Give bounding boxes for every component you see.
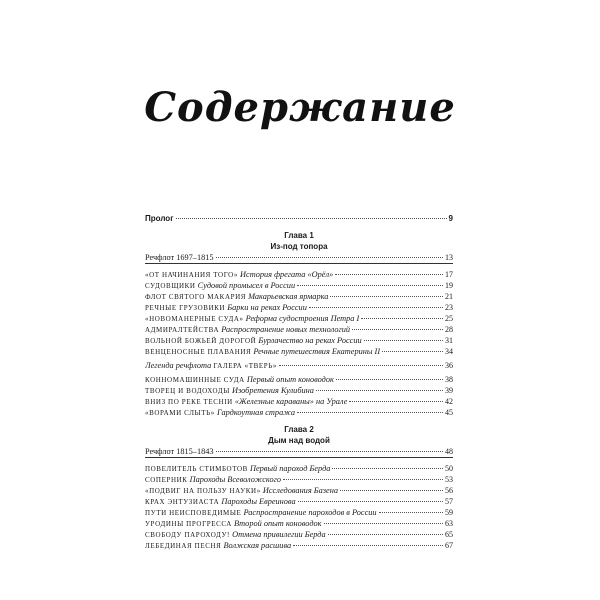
leader-dots <box>176 218 447 219</box>
page-number: 67 <box>445 541 453 550</box>
chapter-number: Глава 1 <box>284 231 314 240</box>
toc-row[interactable] <box>145 518 453 529</box>
toc-label: Легенда речфлота ГАЛЕРА «ТВЕРЬ» <box>145 361 278 370</box>
toc-label: ВЕНЦЕНОСНЫЕ ПЛАВАНИЯ Речные путешествия Екатерины II <box>145 347 381 356</box>
toc-row[interactable] <box>145 407 453 418</box>
page-number: 53 <box>445 475 453 484</box>
toc-row[interactable] <box>145 485 453 496</box>
leader-dots <box>364 340 443 341</box>
page-number: 39 <box>445 386 453 395</box>
leader-dots <box>298 501 443 502</box>
toc-row-prologue[interactable] <box>145 213 453 224</box>
toc-label: «НОВОМАНЕРНЫЕ СУДА» Реформа судостроения Петра I <box>145 314 360 323</box>
toc-label: «ОТ НАЧИНАНИЯ ТОГО» История фрегата «Орёл» <box>145 270 334 279</box>
toc-row[interactable] <box>145 529 453 540</box>
page-number: 17 <box>445 270 453 279</box>
toc-row[interactable] <box>145 324 453 335</box>
leader-dots <box>279 365 443 366</box>
toc-label: ВОЛЬНОЙ БОЖЬЕЙ ДОРОГОЙ Бурлачество на реках России <box>145 336 362 345</box>
leader-dots <box>335 274 443 275</box>
page-number: 36 <box>445 361 453 370</box>
page-number: 48 <box>445 447 453 456</box>
leader-dots <box>316 390 443 391</box>
page-number: 45 <box>445 408 453 417</box>
toc-row[interactable] <box>145 385 453 396</box>
leader-dots <box>379 512 443 513</box>
toc-label: АДМИРАЛТЕЙСТВА Распространение новых технологий <box>145 325 351 334</box>
page-number: 63 <box>445 519 453 528</box>
leader-dots <box>293 545 443 546</box>
toc-label: «ВОРАМИ СЛЫТЬ» Гардкоутная стража <box>145 408 295 417</box>
toc-row[interactable] <box>145 346 453 357</box>
page-number: 50 <box>445 464 453 473</box>
page-number: 42 <box>445 397 453 406</box>
page-number: 28 <box>445 325 453 334</box>
toc-row[interactable] <box>145 540 453 551</box>
page-number: 23 <box>445 303 453 312</box>
toc-label: ЛЕБЕДИНАЯ ПЕСНЯ Волжская расшива <box>145 541 292 550</box>
toc-row[interactable] <box>145 463 453 474</box>
leader-dots <box>297 412 443 413</box>
toc-row[interactable] <box>145 335 453 346</box>
page-number: 59 <box>445 508 453 517</box>
toc-label: ПУТИ НЕИСПОВЕДИМЫЕ Распространение пароходов в России <box>145 508 377 517</box>
page-number: 21 <box>445 292 453 301</box>
chapter-title: Дым над водой <box>268 436 330 445</box>
toc-row[interactable] <box>145 269 453 280</box>
leader-dots <box>216 257 443 258</box>
page-number: 57 <box>445 497 453 506</box>
leader-dots <box>324 523 443 524</box>
page-number: 38 <box>445 375 453 384</box>
leader-dots <box>328 534 443 535</box>
toc-row[interactable] <box>145 291 453 302</box>
toc-row[interactable] <box>145 396 453 407</box>
leader-dots <box>336 379 443 380</box>
table-of-contents <box>145 213 453 551</box>
toc-row[interactable] <box>145 474 453 485</box>
toc-label: РЕЧНЫЕ ГРУЗОВИКИ Барки на реках России <box>145 303 307 312</box>
toc-label: КРАХ ЭНТУЗИАСТА Пароходы Евреинова <box>145 497 296 506</box>
leader-dots <box>352 329 443 330</box>
toc-label: УРОДИНЫ ПРОГРЕССА Второй опыт коноводок <box>145 519 322 528</box>
page-number: 34 <box>445 347 453 356</box>
toc-row[interactable] <box>145 280 453 291</box>
toc-row[interactable] <box>145 496 453 507</box>
toc-label: СУДОВЩИКИ Судовой промысел в России <box>145 281 296 290</box>
leader-dots <box>216 451 443 452</box>
toc-row-period[interactable] <box>145 252 453 264</box>
chapter-number: Глава 2 <box>284 425 314 434</box>
toc-label: ТВОРЕЦ И ВОДОХОДЫ Изобретения Кулибина <box>145 386 314 395</box>
page-number: 65 <box>445 530 453 539</box>
page-number: 13 <box>445 253 453 262</box>
toc-row[interactable] <box>145 313 453 324</box>
page-number: 56 <box>445 486 453 495</box>
leader-dots <box>309 307 443 308</box>
toc-label: КОННОМАШИННЫЕ СУДА Первый опыт коноводок <box>145 375 334 384</box>
toc-label: ФЛОТ СВЯТОГО МАКАРИЯ Макарьевская ярмарка <box>145 292 329 301</box>
leader-dots <box>349 401 443 402</box>
toc-label: СОПЕРНИК Пароходы Всеволожского <box>145 475 281 484</box>
page-title: Содержание <box>144 84 456 131</box>
toc-row[interactable] <box>145 507 453 518</box>
toc-row[interactable] <box>145 374 453 385</box>
page-number: 25 <box>445 314 453 323</box>
toc-label: ПОВЕЛИТЕЛЬ СТИМБОТОВ Первый пароход Берда <box>145 464 331 473</box>
toc-row-legend[interactable] <box>145 360 453 371</box>
toc-label: СВОБОДУ ПАРОХОДУ! Отмена привилегии Берда <box>145 530 326 539</box>
leader-dots <box>340 490 443 491</box>
leader-dots <box>330 296 443 297</box>
page-number: 19 <box>445 281 453 290</box>
toc-label: Пролог <box>145 214 174 223</box>
toc-row[interactable] <box>145 302 453 313</box>
toc-label: «ПОДВИГ НА ПОЛЬЗУ НАУКИ» Исследования Базена <box>145 486 338 495</box>
toc-label: Речфлот 1815–1843 <box>145 447 214 456</box>
leader-dots <box>297 285 443 286</box>
toc-row-period[interactable] <box>145 446 453 458</box>
page-number: 31 <box>445 336 453 345</box>
chapter-title: Из-под топора <box>270 242 328 251</box>
leader-dots <box>382 351 443 352</box>
page-number: 9 <box>448 214 453 223</box>
leader-dots <box>361 318 443 319</box>
toc-label: ВНИЗ ПО РЕКЕ ТЕСНІИ «Железные караваны» на Урале <box>145 397 348 406</box>
toc-label: Речфлот 1697–1815 <box>145 253 214 262</box>
leader-dots <box>283 479 443 480</box>
leader-dots <box>332 468 443 469</box>
